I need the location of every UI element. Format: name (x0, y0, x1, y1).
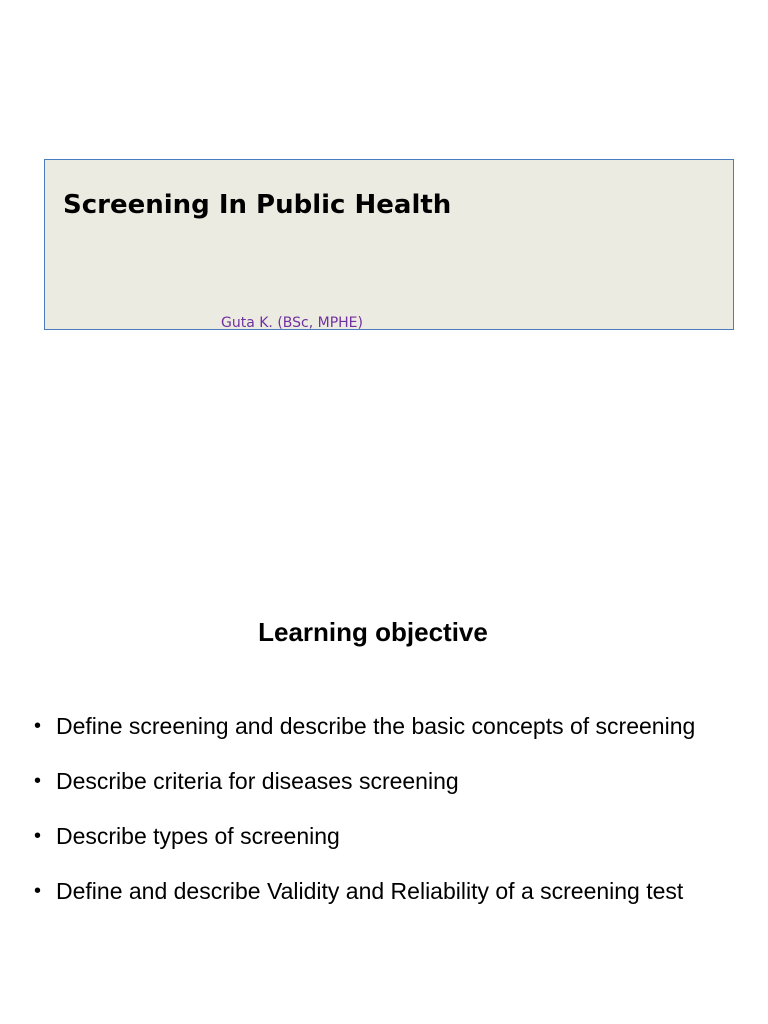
objectives-list (34, 704, 730, 924)
bullet-icon: • (34, 880, 42, 902)
slide-author: Guta K. (BSc, MPHE) (221, 315, 363, 331)
objective-text: Define screening and describe the basic concepts of screening (56, 713, 696, 739)
bullet-icon: • (34, 770, 42, 792)
objective-text: Describe types of screening (56, 823, 340, 849)
objective-item (34, 869, 730, 914)
objective-item (34, 704, 730, 749)
objective-item (34, 759, 730, 804)
slide-title: Screening In Public Health (63, 190, 452, 220)
objective-text: Describe criteria for diseases screening (56, 768, 459, 794)
bullet-icon: • (34, 715, 42, 737)
objective-text: Define and describe Validity and Reliability of a screening test (56, 878, 684, 904)
objective-item (34, 814, 730, 859)
title-slide-box (44, 159, 734, 330)
objectives-heading: Learning objective (258, 617, 488, 647)
bullet-icon: • (34, 825, 42, 847)
